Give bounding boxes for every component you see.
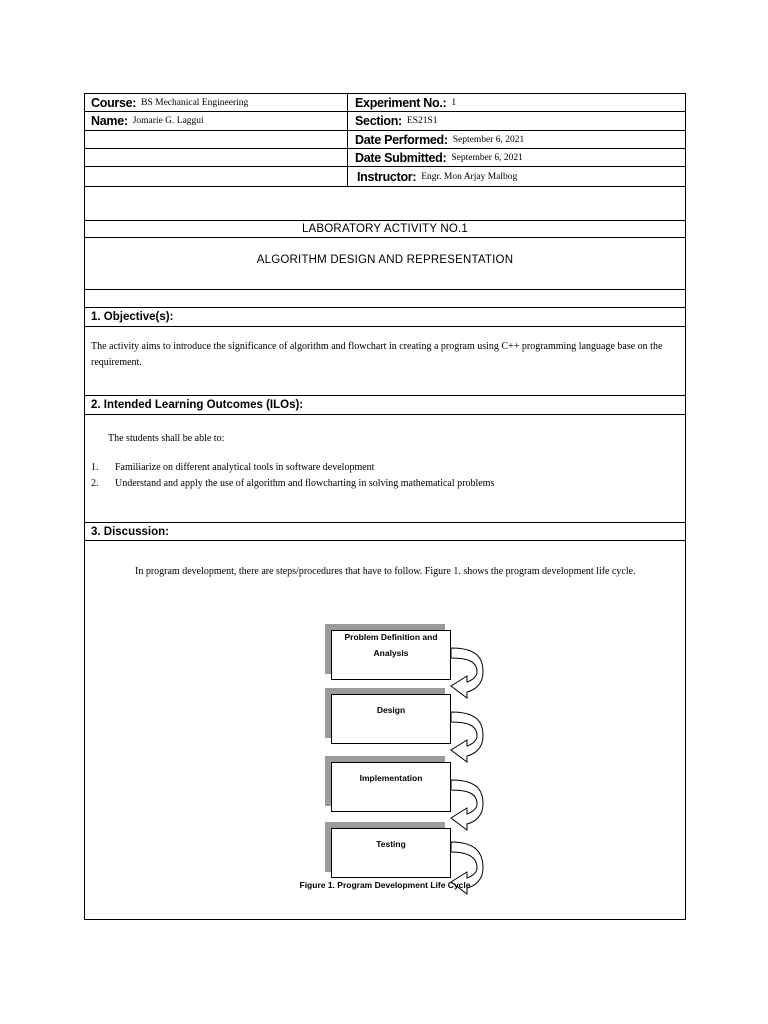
header-column-divider: [347, 94, 348, 187]
header-row-1: [85, 94, 685, 112]
activity-subtitle-row: [85, 238, 685, 290]
flow-step-problem-definition: [331, 630, 451, 680]
activity-subtitle: ALGORITHM DESIGN AND REPRESENTATION: [256, 254, 514, 266]
curved-arrow-icon: [451, 712, 483, 762]
ilo-item-2-text: Understand and apply the use of algorithm and flowcharting in solving mathematical problems: [115, 478, 495, 489]
spacer-row-2: [85, 290, 685, 308]
header-row-4: [85, 149, 685, 167]
ilos-intro: The students shall be able to:: [108, 433, 225, 444]
objectives-heading-row: [85, 308, 685, 327]
instructor-cell: [357, 167, 517, 186]
name-value: Jomarie G. Laggui: [132, 116, 204, 126]
date-performed-label: Date Performed:: [355, 132, 448, 147]
date-submitted-cell: [355, 149, 523, 166]
flow-step-label: Problem Definition and Analysis: [344, 632, 438, 658]
lab-report-sheet: [84, 93, 686, 920]
ilos-heading-row: [85, 396, 685, 415]
spacer-row: [85, 187, 685, 221]
curved-arrow-icon: [451, 780, 483, 830]
ilo-item-1-num: 1.: [91, 462, 99, 473]
section-label: Section:: [355, 114, 402, 128]
instructor-value: Engr. Mon Arjay Malbog: [421, 171, 518, 182]
header-row-3: [85, 131, 685, 149]
ilos-heading: 2. Intended Learning Outcomes (ILOs):: [91, 399, 304, 411]
flowchart-figure: [85, 614, 685, 914]
experiment-label: Experiment No.:: [355, 95, 447, 110]
experiment-value: 1: [451, 97, 457, 108]
activity-title: LABORATORY ACTIVITY NO.1: [301, 223, 469, 235]
flow-step-label: Design: [376, 705, 406, 715]
instructor-label: Instructor:: [357, 169, 417, 184]
flow-step-implementation: [331, 762, 451, 812]
objectives-heading: 1. Objective(s):: [91, 311, 174, 323]
ilo-item-2-num: 2.: [91, 478, 99, 489]
activity-title-row: [85, 221, 685, 238]
flow-step-design: [331, 694, 451, 744]
ilo-item-1-text: Familiarize on different analytical tools in software development: [115, 462, 375, 473]
date-performed-value: September 6, 2021: [452, 134, 525, 145]
name-cell: [91, 112, 204, 130]
experiment-cell: [355, 94, 456, 111]
course-label: Course:: [91, 95, 137, 110]
discussion-text: In program development, there are steps/procedures that have to follow. Figure 1. shows the program development life cycle.: [135, 566, 636, 577]
name-label: Name:: [91, 114, 128, 128]
section-cell: [355, 112, 438, 130]
date-submitted-label: Date Submitted:: [355, 150, 447, 165]
discussion-heading-row: [85, 523, 685, 541]
discussion-heading: 3. Discussion:: [91, 525, 169, 538]
date-performed-cell: [355, 131, 524, 148]
section-value: ES21S1: [406, 116, 438, 126]
objectives-text: The activity aims to introduce the significance of algorithm and flowchart in creating a program using C++ programming language base on the requirement.: [91, 341, 663, 368]
flow-step-label: Implementation: [359, 773, 423, 783]
course-value: BS Mechanical Engineering: [141, 97, 249, 108]
curved-arrow-icon: [451, 648, 483, 698]
objectives-body-row: [85, 327, 685, 396]
flow-step-testing: [331, 828, 451, 878]
ilos-body-row: [85, 415, 685, 523]
figure-caption: Figure 1. Program Development Life Cycle: [299, 880, 471, 890]
course-cell: [91, 94, 248, 111]
header-row-2: [85, 112, 685, 131]
header-row-5: [85, 167, 685, 187]
flow-step-label: Testing: [376, 839, 406, 849]
date-submitted-value: September 6, 2021: [451, 152, 523, 163]
